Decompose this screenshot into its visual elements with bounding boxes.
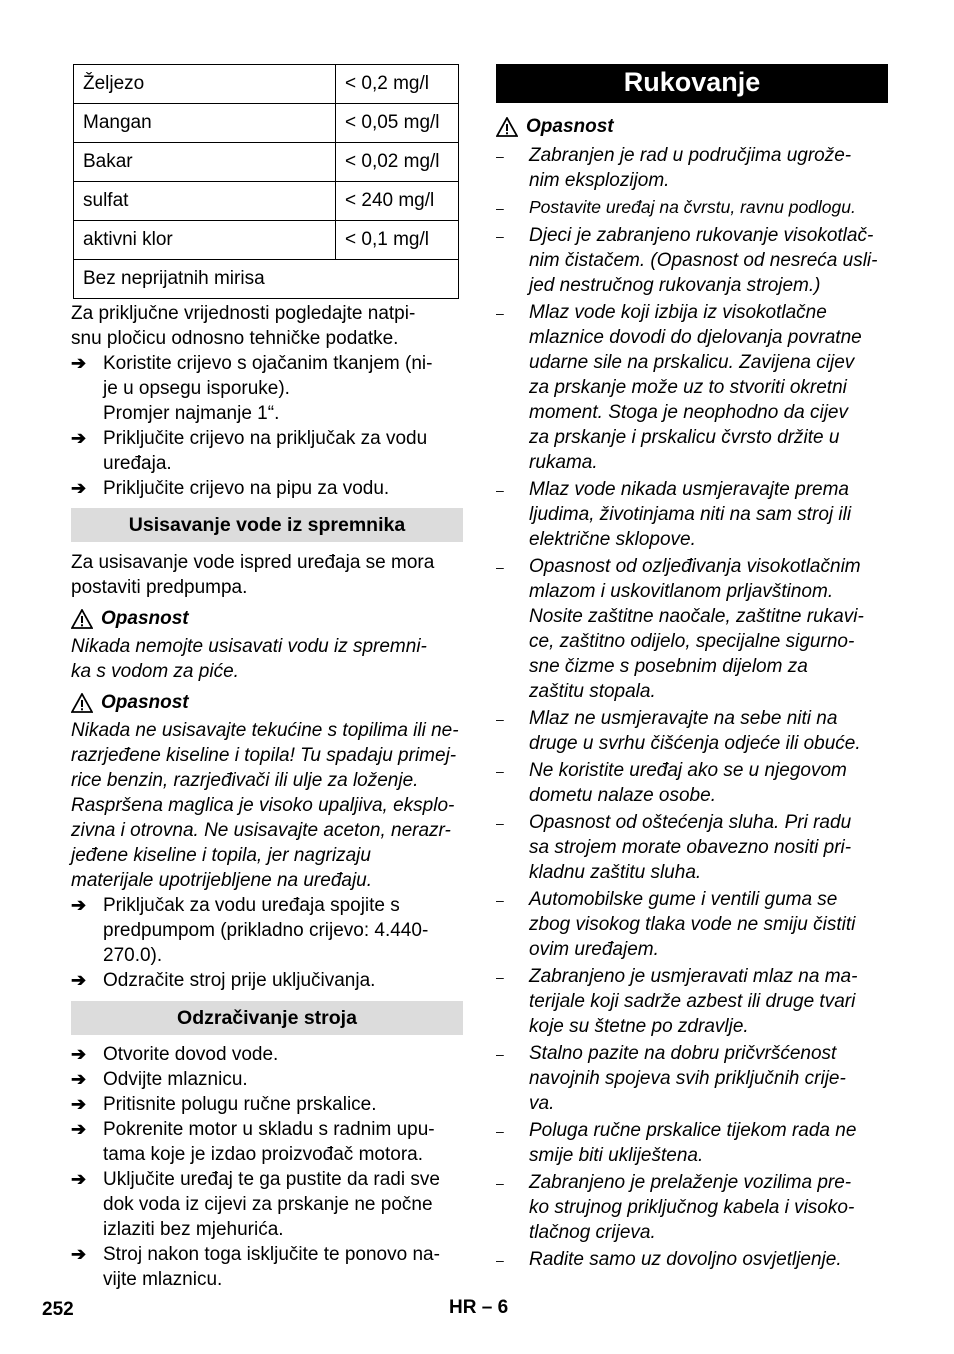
- list-item-text: [529, 887, 888, 962]
- step-line: Otvorite dovod vode.: [103, 1044, 279, 1065]
- list-item-line: tlačnog crijeva.: [529, 1222, 656, 1243]
- step-line: vijte mlaznicu.: [103, 1269, 223, 1290]
- warning-triangle-icon: [496, 117, 518, 137]
- section-heading-venting: Odzračivanje stroja: [71, 1001, 463, 1035]
- connection-intro: [71, 301, 463, 351]
- text-line: jeđene kiseline i topila, jer nagrizaju: [71, 845, 371, 866]
- arrow-right-icon: ➔: [71, 895, 87, 915]
- parameter-value: < 0,05 mg/l: [336, 104, 459, 143]
- list-item-line: sne čizme s posebnim dijelom za: [529, 656, 808, 677]
- list-item-text: [529, 758, 888, 808]
- list-item: [496, 1170, 888, 1245]
- list-item: [496, 1118, 888, 1168]
- danger-label: Opasnost: [71, 688, 463, 718]
- step-line: Pokrenite motor u skladu s radnim upu-: [103, 1119, 435, 1140]
- step-line: Priključite crijevo na priključak za vodu: [103, 428, 428, 449]
- list-item: [496, 706, 888, 756]
- list-item-line: Zabranjeno je prelaženje vozilima pre-: [529, 1172, 852, 1193]
- arrow-right-icon: ➔: [71, 1094, 87, 1114]
- list-item-text: [529, 477, 888, 552]
- list-item-line: za prskanje i prskalicu čvrsto držite u: [529, 427, 840, 448]
- list-item-line: navojnih spojeva svih priključnih crije-: [529, 1068, 846, 1089]
- text-line: Raspršena maglica je visoko upaljiva, eksplo-: [71, 795, 455, 816]
- step-text: [103, 1117, 463, 1167]
- list-item-text: [529, 1041, 888, 1116]
- list-item-line: smije biti ukliještena.: [529, 1145, 704, 1166]
- text-line: zivna i otrovna. Ne usisavajte aceton, nerazr-: [71, 820, 451, 841]
- dash-bullet: –: [496, 1175, 504, 1191]
- step-line: Stroj nakon toga isključite te ponovo na-: [103, 1244, 440, 1265]
- dash-bullet: –: [496, 559, 504, 575]
- arrow-right-icon: ➔: [71, 1119, 87, 1139]
- list-item: [496, 1247, 888, 1273]
- step-text: [103, 1067, 463, 1092]
- step-text: [103, 476, 463, 501]
- list-item: [496, 195, 888, 221]
- table-row: [74, 182, 459, 221]
- list-item: [496, 477, 888, 552]
- text-line: Za priključne vrijednosti pogledajte natpi-: [71, 303, 416, 324]
- list-item-text: [529, 964, 888, 1039]
- arrow-right-icon: ➔: [71, 1069, 87, 1089]
- dash-bullet: –: [496, 148, 504, 164]
- table-row: [74, 65, 459, 104]
- list-item-line: Zabranjen je rad u područjima ugrože-: [529, 145, 852, 166]
- text-line: ka s vodom za piće.: [71, 661, 239, 682]
- list-item-line: Mlaz vode koji izbija iz visokotlačne: [529, 302, 827, 323]
- step-text: [103, 1042, 463, 1067]
- step-line: 270.0).: [103, 945, 163, 966]
- list-item: [496, 887, 888, 962]
- warning-drinking-water: [71, 634, 463, 684]
- table-row: [74, 221, 459, 260]
- step-line: izlaziti bez mjehurića.: [103, 1219, 284, 1240]
- step-text: [103, 1167, 463, 1242]
- list-item-line: ce, zaštitno odijelo, specijalne sigurno-: [529, 631, 855, 652]
- list-item-line: va.: [529, 1093, 555, 1114]
- step-text: [103, 1242, 463, 1292]
- list-item-line: ko strujnog priključnog kabela i visoko-: [529, 1197, 855, 1218]
- instruction-step: [71, 426, 463, 476]
- dash-bullet: –: [496, 969, 504, 985]
- step-line: Promjer najmanje 1“.: [103, 403, 280, 424]
- text-line: postaviti predpumpa.: [71, 577, 248, 598]
- list-item-line: terijale koji sadrže azbest ili druge tvari: [529, 991, 856, 1012]
- right-column: [496, 64, 888, 1273]
- list-item-line: jed nestručnog rukovanja strojem.): [529, 275, 821, 296]
- page-title: Rukovanje: [496, 64, 888, 103]
- list-item-line: koje su štetne po zdravlje.: [529, 1016, 749, 1037]
- list-item-line: zbog visokog tlaka vode ne smiju čistiti: [529, 914, 856, 935]
- table-row: [74, 143, 459, 182]
- step-line: je u opsegu isporuke).: [103, 378, 290, 399]
- list-item-line: Djeci je zabranjeno rukovanje visokotlač-: [529, 225, 874, 246]
- instruction-step: [71, 1242, 463, 1292]
- list-item-line: nim čistačem. (Opasnost od nesreća usli-: [529, 250, 878, 271]
- list-item-line: Nosite zaštitne naočale, zaštitne rukavi-: [529, 606, 864, 627]
- text-line: rice benzin, razrjeđivači ili ulje za loženje.: [71, 770, 419, 791]
- list-item-text: [529, 810, 888, 885]
- table-footer-note: Bez neprijatnih mirisa: [74, 260, 459, 299]
- instruction-step: [71, 1042, 463, 1067]
- step-text: [103, 893, 463, 968]
- step-line: predpumpom (prikladno crijevo: 4.440-: [103, 920, 429, 941]
- text-line: materijale upotrijebljene na uređaju.: [71, 870, 373, 891]
- dash-bullet: –: [496, 305, 504, 321]
- arrow-right-icon: ➔: [71, 478, 87, 498]
- parameter-name: Bakar: [74, 143, 336, 182]
- list-item-line: za prskanje može uz to stvoriti okretni: [529, 377, 847, 398]
- parameter-name: Željezo: [74, 65, 336, 104]
- list-item-text: [529, 554, 888, 704]
- arrow-right-icon: ➔: [71, 353, 87, 373]
- list-item-line: moment. Stoga je neophodno da cijev: [529, 402, 848, 423]
- list-item: [496, 1041, 888, 1116]
- table-row: [74, 104, 459, 143]
- page-number: 252: [42, 1299, 74, 1320]
- step-line: dok voda iz cijevi za prskanje ne počne: [103, 1194, 433, 1215]
- step-line: Priključak za vodu uređaja spojite s: [103, 895, 400, 916]
- step-line: Pritisnite polugu ručne prskalice.: [103, 1094, 377, 1115]
- step-line: uređaja.: [103, 453, 172, 474]
- dash-bullet: –: [496, 200, 504, 216]
- steps-prepump: [71, 893, 463, 993]
- parameter-name: Mangan: [74, 104, 336, 143]
- danger-label: Opasnost: [71, 604, 463, 634]
- step-line: Koristite crijevo s ojačanim tkanjem (ni-: [103, 353, 433, 374]
- dash-bullet: –: [496, 1046, 504, 1062]
- dash-bullet: –: [496, 892, 504, 908]
- step-line: Odvijte mlaznicu.: [103, 1069, 248, 1090]
- section-heading-suction: Usisavanje vode iz spremnika: [71, 508, 463, 542]
- text-line: razrjeđene kiseline i topila! Tu spadaju primej-: [71, 745, 457, 766]
- list-item-line: dometu nalaze osobe.: [529, 785, 716, 806]
- instruction-step: [71, 1167, 463, 1242]
- list-item-line: Mlaz vode nikada usmjeravajte prema: [529, 479, 849, 500]
- list-item-text: [529, 143, 888, 193]
- dash-bullet: –: [496, 1123, 504, 1139]
- warning-solvents: [71, 718, 463, 893]
- list-item-line: Automobilske gume i ventili guma se: [529, 889, 838, 910]
- step-line: Uključite uređaj te ga pustite da radi sve: [103, 1169, 440, 1190]
- danger-label: Opasnost: [496, 112, 888, 142]
- arrow-right-icon: ➔: [71, 970, 87, 990]
- list-item-line: kladnu zaštitu sluha.: [529, 862, 702, 883]
- left-column: [71, 64, 463, 1292]
- water-limits-table: [73, 64, 459, 299]
- list-item-line: sa strojem morate obavezno nositi pri-: [529, 837, 852, 858]
- list-item-line: druge u svrhu čišćenja odjeće ili obuće.: [529, 733, 861, 754]
- arrow-right-icon: ➔: [71, 1244, 87, 1264]
- parameter-value: < 240 mg/l: [336, 182, 459, 221]
- dash-bullet: –: [496, 711, 504, 727]
- list-item-line: električne sklopove.: [529, 529, 696, 550]
- list-item-line: Zabranjeno je usmjeravati mlaz na ma-: [529, 966, 858, 987]
- instruction-step: [71, 1117, 463, 1167]
- text-line: Nikada nemojte usisavati vodu iz spremni-: [71, 636, 427, 657]
- table-row-footer: [74, 260, 459, 299]
- text-line: Za usisavanje vode ispred uređaja se mora: [71, 552, 435, 573]
- list-item-line: Ne koristite uređaj ako se u njegovom: [529, 760, 847, 781]
- instruction-step: [71, 351, 463, 426]
- text-line: Nikada ne usisavajte tekućine s topilima ili ne-: [71, 720, 459, 741]
- safety-list: [496, 143, 888, 1273]
- step-text: [103, 1092, 463, 1117]
- list-item: [496, 223, 888, 298]
- dash-bullet: –: [496, 815, 504, 831]
- list-item-line: ljudima, životinjama niti na sam stroj ili: [529, 504, 852, 525]
- arrow-right-icon: ➔: [71, 1044, 87, 1064]
- list-item: [496, 300, 888, 475]
- list-item-text: [529, 1118, 888, 1168]
- list-item-text: [529, 195, 888, 221]
- steps-venting: [71, 1042, 463, 1292]
- dash-bullet: –: [496, 228, 504, 244]
- dash-bullet: –: [496, 482, 504, 498]
- list-item-text: [529, 223, 888, 298]
- list-item-line: Mlaz ne usmjeravajte na sebe niti na: [529, 708, 838, 729]
- list-item-line: rukama.: [529, 452, 598, 473]
- instruction-step: [71, 893, 463, 968]
- warning-triangle-icon: [71, 693, 93, 713]
- list-item-line: mlazom i uskovitlanom prljavštinom.: [529, 581, 834, 602]
- parameter-value: < 0,1 mg/l: [336, 221, 459, 260]
- list-item: [496, 554, 888, 704]
- list-item-line: udarne sile na prskalicu. Zavijena cijev: [529, 352, 855, 373]
- parameter-name: aktivni klor: [74, 221, 336, 260]
- list-item-line: mlaznice dovodi do djelovanja povratne: [529, 327, 862, 348]
- arrow-right-icon: ➔: [71, 428, 87, 448]
- step-text: [103, 968, 463, 993]
- parameter-value: < 0,2 mg/l: [336, 65, 459, 104]
- step-line: Priključite crijevo na pipu za vodu.: [103, 478, 390, 499]
- dash-bullet: –: [496, 763, 504, 779]
- list-item: [496, 758, 888, 808]
- parameter-value: < 0,02 mg/l: [336, 143, 459, 182]
- instruction-step: [71, 1067, 463, 1092]
- list-item-text: [529, 1170, 888, 1245]
- list-item-line: Stalno pazite na dobru pričvršćenost: [529, 1043, 837, 1064]
- instruction-step: [71, 476, 463, 501]
- steps-hose-connection: [71, 351, 463, 501]
- step-text: [103, 351, 463, 426]
- parameter-name: sulfat: [74, 182, 336, 221]
- list-item: [496, 143, 888, 193]
- step-line: Odzračite stroj prije uključivanja.: [103, 970, 376, 991]
- list-item-text: [529, 706, 888, 756]
- list-item-text: [529, 300, 888, 475]
- instruction-step: [71, 968, 463, 993]
- list-item-text: [529, 1247, 888, 1273]
- list-item-line: Opasnost od ozljeđivanja visokotlačnim: [529, 556, 861, 577]
- arrow-right-icon: ➔: [71, 1169, 87, 1189]
- list-item: [496, 964, 888, 1039]
- list-item-line: Opasnost od oštećenja sluha. Pri radu: [529, 812, 852, 833]
- list-item-line: ovim uređajem.: [529, 939, 659, 960]
- dash-bullet: –: [496, 1252, 504, 1268]
- suction-intro: [71, 550, 463, 600]
- step-line: tama koje je izdao proizvođač motora.: [103, 1144, 423, 1165]
- list-item-line: nim eksplozijom.: [529, 170, 670, 191]
- warning-triangle-icon: [71, 609, 93, 629]
- list-item-line: Poluga ručne prskalice tijekom rada ne: [529, 1120, 857, 1141]
- step-text: [103, 426, 463, 476]
- list-item-line: Postavite uređaj na čvrstu, ravnu podlogu.: [529, 197, 856, 217]
- instruction-step: [71, 1092, 463, 1117]
- text-line: snu pločicu odnosno tehničke podatke.: [71, 328, 399, 349]
- language-page-code: HR – 6: [449, 1297, 509, 1318]
- list-item-line: zaštitu stopala.: [529, 681, 656, 702]
- list-item-line: Radite samo uz dovoljno osvjetljenje.: [529, 1249, 842, 1270]
- list-item: [496, 810, 888, 885]
